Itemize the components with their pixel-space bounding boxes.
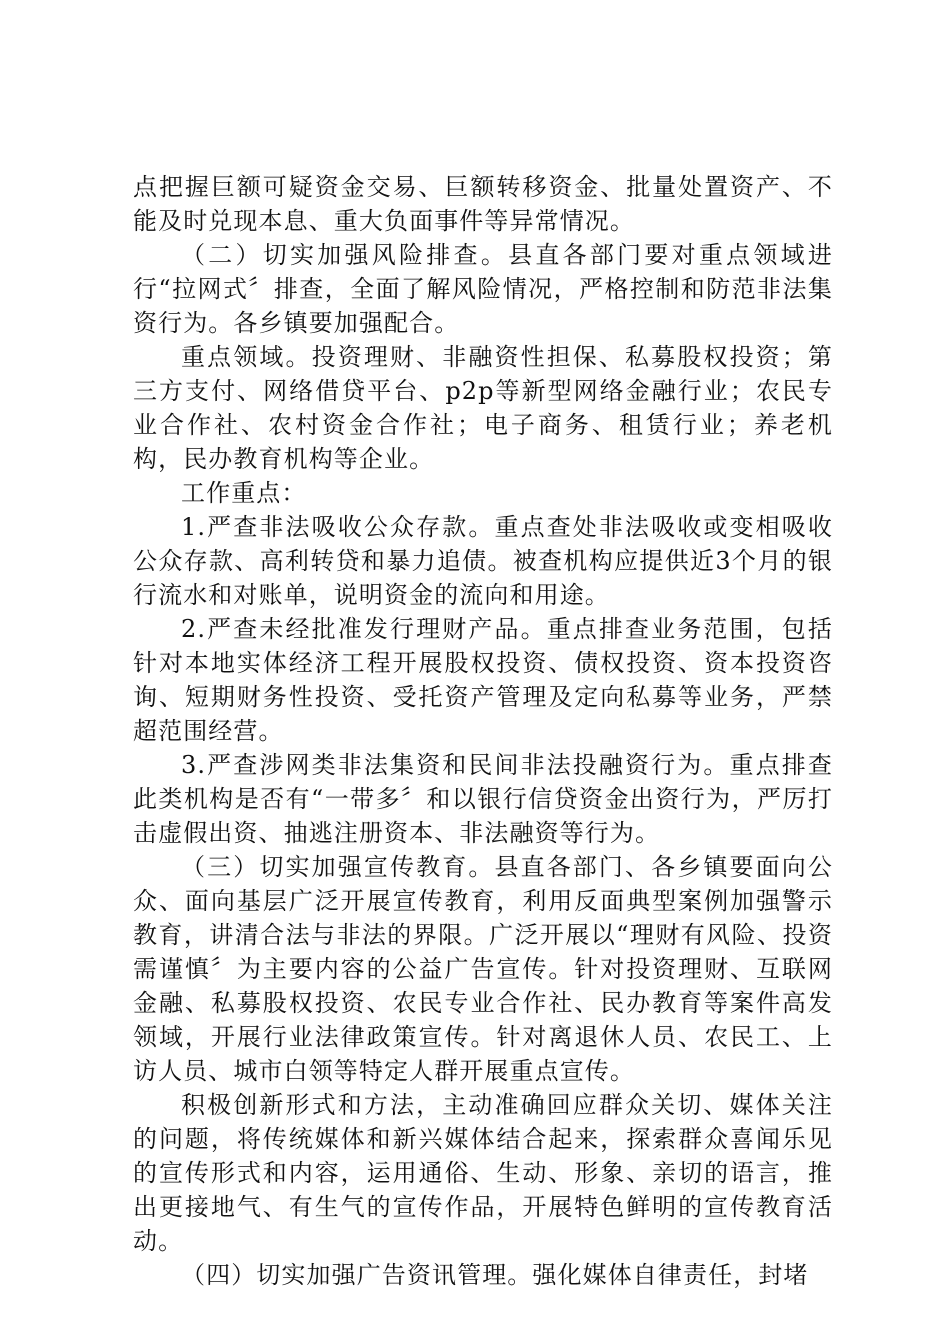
paragraph-publicity-education: （三）切实加强宣传教育。县直各部门、各乡镇要面向公众、面向基层广泛开展宣传教育，利用反面典型案例加强警示教育，讲清合法与非法的界限。广泛开展以“理财有风险、投资需谨慎〞为主要内容的公益广告宣传。针对投资理财、互联网金融、私募股权投资、农民专业合作社、民办教育等案件高发领域，开展行业法律政策宣传。针对离退休人员、农民工、上访人员、城市白领等特定人群开展重点宣传。 [133,853,833,1085]
paragraph-advertising-management: （四）切实加强广告资讯管理。强化媒体自律责任，封堵 [181,1261,809,1289]
paragraph-item-2: 2.严查未经批准发行理财产品。重点排查业务范围，包括针对本地实体经济工程开展股权投资、债权投资、资本投资咨询、短期财务性投资、受托资产管理及定向私募等业务，严禁超范围经营。 [133,615,833,745]
document-body [133,170,833,1292]
paragraph-work-focus-heading: 工作重点： [181,479,307,507]
paragraph-innovation: 积极创新形式和方法，主动准确回应群众关切、媒体关注的问题，将传统媒体和新兴媒体结合起来，探索群众喜闻乐见的宣传形式和内容，运用通俗、生动、形象、亲切的语言，推出更接地气、有生气的宣传作品，开展特色鲜明的宣传教育活动。 [133,1091,833,1255]
paragraph-item-3: 3.严查涉网类非法集资和民间非法投融资行为。重点排查此类机构是否有“一带多〞和以银行信贷资金出资行为，严厉打击虚假出资、抽逃注册资本、非法融资等行为。 [133,751,833,847]
paragraph-risk-investigation: （二）切实加强风险排查。县直各部门要对重点领域进行“拉网式〞排查，全面了解风险情况，严格控制和防范非法集资行为。各乡镇要加强配合。 [133,241,833,337]
paragraph-continuation: 点把握巨额可疑资金交易、巨额转移资金、批量处置资产、不能及时兑现本息、重大负面事件等异常情况。 [133,173,833,235]
paragraph-key-areas: 重点领域。投资理财、非融资性担保、私募股权投资；第三方支付、网络借贷平台、p2p等新型网络金融行业；农民专业合作社、农村资金合作社；电子商务、租赁行业；养老机构，民办教育机构等企业。 [133,343,833,473]
paragraph-item-1: 1.严查非法吸收公众存款。重点查处非法吸收或变相吸收公众存款、高利转贷和暴力追债。被查机构应提供近3个月的银行流水和对账单，说明资金的流向和用途。 [133,513,833,609]
